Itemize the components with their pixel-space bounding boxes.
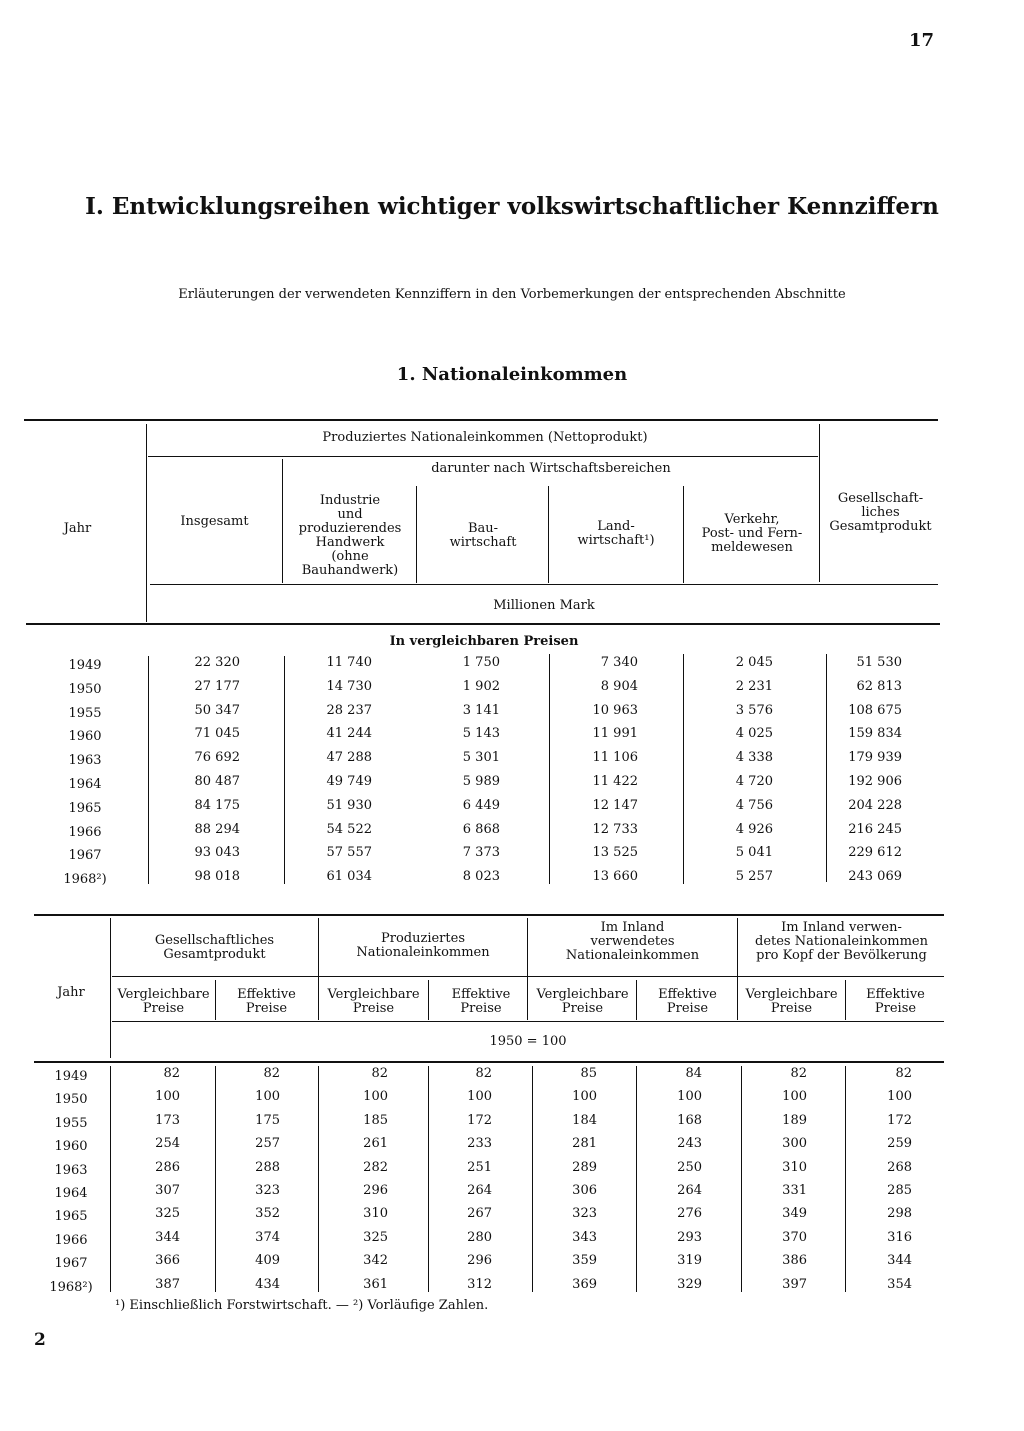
table1-cell: 1 750	[462, 655, 500, 670]
header-line: meldewesen	[711, 540, 793, 555]
table1-cell: 5 041	[735, 845, 773, 861]
table2-sub-rule	[112, 1021, 944, 1022]
table1-cell: 80 487	[194, 774, 240, 789]
header-line: produzierendes	[298, 521, 402, 536]
table2-cell: 100	[363, 1089, 388, 1105]
table2-cell: 276	[677, 1206, 702, 1222]
table2-cell: 173	[155, 1112, 180, 1128]
table2-cell: 306	[572, 1183, 597, 1198]
page-number: 17	[908, 30, 934, 51]
table1-cell: 8 023	[462, 869, 500, 885]
table2-vline	[428, 980, 429, 1020]
table2-cell: 100	[782, 1089, 807, 1105]
table1-cell: 3 141	[462, 702, 500, 718]
table2-cell: 323	[572, 1206, 597, 1222]
table2-vline	[737, 918, 738, 1020]
header-line: Handwerk	[315, 535, 385, 550]
table1-row-year: 1963	[68, 753, 102, 769]
table2-cell: 359	[572, 1253, 597, 1269]
table2-cell: 175	[255, 1112, 280, 1128]
table1-vline	[146, 424, 147, 622]
header-line: (ohne	[331, 549, 369, 564]
header-line: Effektive	[866, 987, 925, 1002]
table2-cell: 361	[363, 1276, 388, 1292]
table1-col-land	[550, 520, 682, 548]
table2-sub-vergleichbar	[112, 988, 215, 1016]
header-line: Preise	[245, 1001, 288, 1016]
table2-top-rule	[34, 914, 944, 916]
table1-cell: 8 904	[600, 678, 638, 694]
table1-cell: 14 730	[326, 678, 372, 694]
table2-sub-effektiv	[638, 988, 737, 1016]
table2-year-header: Jahr	[57, 985, 85, 1000]
table2-cell: 352	[255, 1206, 280, 1222]
table1-cell: 159 834	[848, 726, 902, 742]
table2-cell: 319	[677, 1253, 702, 1269]
table2-cell: 168	[677, 1112, 702, 1128]
table1-year-header: Jahr	[63, 521, 92, 536]
header-line: Preise	[561, 1001, 604, 1016]
table1-cell: 13 660	[592, 869, 638, 885]
table2-row-year: 1968²)	[49, 1279, 93, 1295]
table1-cell: 5 301	[462, 750, 500, 766]
table2-group-produziert	[320, 932, 526, 960]
table2-cell: 323	[255, 1183, 280, 1198]
table1-cell: 51 930	[326, 797, 372, 813]
table2-cell: 82	[790, 1066, 807, 1081]
table1-top-rule	[24, 419, 938, 421]
table1-cell: 49 749	[326, 774, 372, 789]
table2-cell: 100	[677, 1089, 702, 1105]
table1-cell: 5 989	[462, 774, 500, 789]
table2-vline	[215, 980, 216, 1020]
table1-cell: 6 449	[462, 797, 500, 813]
header-line: Im Inland verwen-	[781, 920, 902, 935]
table1-cell: 11 106	[592, 750, 638, 766]
header-line: Industrie	[319, 493, 381, 508]
table2-vline	[636, 980, 637, 1020]
table2-sub-effektiv	[430, 988, 532, 1016]
footnote: ¹) Einschließlich Forstwirtschaft. — ²) Vorläufige Zahlen.	[115, 1298, 489, 1313]
table2-cell: 285	[887, 1183, 912, 1198]
table1-col-industrie	[284, 494, 416, 578]
header-line: Bau-	[467, 521, 499, 536]
table2-row-year: 1949	[54, 1069, 88, 1084]
table2-cell: 100	[467, 1089, 492, 1105]
table2-cell: 268	[887, 1159, 912, 1175]
table2-cell: 325	[363, 1229, 388, 1245]
table2-cell: 344	[155, 1229, 180, 1245]
header-line: Effektive	[658, 987, 717, 1002]
table1-cell: 243 069	[848, 869, 902, 885]
table1-cell: 216 245	[848, 821, 902, 837]
table1-cell: 4 025	[735, 726, 773, 742]
table1-cell: 3 576	[735, 702, 773, 718]
table1-cell: 71 045	[194, 726, 240, 742]
table1-cell: 54 522	[326, 821, 372, 837]
table1-cell: 7 373	[462, 845, 500, 861]
header-line: Nationaleinkommen	[565, 948, 700, 963]
table1-cell: 50 347	[194, 702, 240, 718]
table1-cell: 28 237	[326, 702, 372, 718]
table1-vline	[683, 486, 684, 583]
table2-cell: 82	[163, 1066, 180, 1081]
table1-vline	[416, 486, 417, 583]
chapter-subtitle: Erläuterungen der verwendeten Kennziffern in den Vorbemerkungen der entsprechenden Abschnitte	[178, 287, 846, 302]
table2-cell: 397	[782, 1276, 807, 1292]
table1-cell: 93 043	[194, 845, 240, 861]
table2-cell: 387	[155, 1276, 180, 1292]
table2-cell: 369	[572, 1276, 597, 1292]
header-line: Land-	[597, 519, 635, 534]
table2-cell: 254	[155, 1136, 180, 1152]
header-line: Post- und Fern-	[701, 526, 803, 541]
header-line: wirtschaft¹)	[577, 533, 655, 548]
table1-vline	[548, 486, 549, 583]
table2-cell: 349	[782, 1206, 807, 1222]
header-line: Vergleichbare	[745, 987, 838, 1002]
table1-row-year: 1966	[68, 824, 102, 840]
table2-cell: 257	[255, 1136, 280, 1152]
table2-row-year: 1950	[54, 1092, 88, 1108]
table2-cell: 370	[782, 1229, 807, 1245]
table1-cell: 5 257	[735, 869, 773, 885]
table2-vline	[110, 918, 111, 1058]
table1-cell: 4 720	[735, 774, 773, 789]
table2-cell: 342	[363, 1253, 388, 1269]
header-line: Produziertes	[381, 931, 465, 946]
table2-cell: 316	[887, 1229, 912, 1245]
header-line: Gesamtprodukt	[829, 519, 932, 534]
chapter-title: I. Entwicklungsreihen wichtiger volkswirtschaftlicher Kennziffern	[85, 193, 939, 220]
table2-cell: 307	[155, 1183, 180, 1198]
table2-cell: 261	[363, 1136, 388, 1152]
table2-cell: 282	[363, 1159, 388, 1175]
table2-cell: 344	[887, 1253, 912, 1269]
table2-cell: 264	[677, 1183, 702, 1198]
table2-base: 1950 = 100	[489, 1034, 567, 1049]
table2-cell: 434	[255, 1276, 280, 1292]
header-line: Vergleichbare	[327, 987, 420, 1002]
table1-row-year: 1964	[68, 777, 102, 792]
section-title: 1. Nationaleinkommen	[396, 364, 628, 385]
table1-cell: 47 288	[326, 750, 372, 766]
table1-cell: 229 612	[848, 845, 902, 861]
table2-cell: 286	[155, 1159, 180, 1175]
table2-cell: 185	[363, 1112, 388, 1128]
header-line: verwendetes	[590, 934, 675, 949]
table1-group-rule	[148, 456, 818, 457]
table2-row-year: 1967	[54, 1256, 88, 1272]
table2-cell: 267	[467, 1206, 492, 1222]
table1-cell: 57 557	[326, 845, 372, 861]
table2-cell: 281	[572, 1136, 597, 1152]
table1-cell: 11 991	[592, 726, 638, 742]
header-line: Vergleichbare	[117, 987, 210, 1002]
table2-cell: 310	[363, 1206, 388, 1222]
table1-cell: 13 525	[592, 845, 638, 861]
table1-unit: Millionen Mark	[493, 598, 595, 613]
table2-cell: 233	[467, 1136, 492, 1152]
table1-cell: 4 338	[735, 750, 773, 766]
table2-cell: 100	[155, 1089, 180, 1105]
table1-cell: 88 294	[194, 821, 240, 837]
table2-cell: 84	[685, 1066, 702, 1081]
table2-cell: 189	[782, 1112, 807, 1128]
table2-group-verwendet	[529, 921, 736, 963]
table2-group-rule	[112, 976, 944, 977]
table2-cell: 293	[677, 1229, 702, 1245]
table1-cell: 2 231	[735, 678, 773, 694]
table1-cell: 7 340	[600, 655, 638, 670]
table1-cell: 204 228	[848, 797, 902, 813]
table2-row-year: 1963	[54, 1162, 88, 1178]
header-line: Preise	[142, 1001, 185, 1016]
table2-cell: 82	[371, 1066, 388, 1081]
table1-cell: 11 740	[326, 655, 372, 670]
table2-cell: 172	[887, 1112, 912, 1128]
table2-row-year: 1965	[54, 1209, 88, 1225]
header-line: Gesamtprodukt	[163, 947, 266, 962]
table1-cell: 51 530	[856, 655, 902, 670]
header-line: Effektive	[451, 987, 511, 1002]
table2-cell: 331	[782, 1183, 807, 1198]
table1-cell: 12 147	[592, 797, 638, 813]
table1-cell: 192 906	[848, 774, 902, 789]
table1-cell: 12 733	[592, 821, 638, 837]
table2-cell: 409	[255, 1253, 280, 1269]
table1-col-verkehr	[685, 513, 819, 555]
table1-cell: 6 868	[462, 821, 500, 837]
table1-body-rule	[26, 623, 940, 625]
table2-sub-vergleichbar	[529, 988, 636, 1016]
table2-cell: 296	[467, 1253, 492, 1269]
header-line: Preise	[460, 1001, 502, 1016]
table2-sub-vergleichbar	[320, 988, 427, 1016]
table1-col-insgesamt: Insgesamt	[180, 514, 249, 529]
table2-cell: 310	[782, 1159, 807, 1175]
table1-cell: 4 926	[735, 821, 773, 837]
table1-row-year: 1949	[68, 658, 102, 673]
header-line: und	[337, 507, 363, 522]
header-line: Gesellschaftliches	[154, 933, 275, 948]
table1-col-gesamtprodukt	[821, 492, 940, 534]
table1-cell: 76 692	[194, 750, 240, 766]
table2-cell: 82	[263, 1066, 280, 1081]
table2-cell: 264	[467, 1183, 492, 1198]
table2-cell: 172	[467, 1112, 492, 1128]
table2-group-gesamtprodukt	[112, 934, 317, 962]
header-line: wirtschaft	[449, 535, 517, 550]
table1-cell: 1 902	[462, 678, 500, 694]
signature-mark: 2	[34, 1330, 46, 1350]
header-line: Preise	[666, 1001, 709, 1016]
table1-col-bau	[418, 522, 548, 550]
table1-row-year: 1967	[68, 848, 102, 864]
table2-cell: 366	[155, 1253, 180, 1269]
table1-row-year: 1965	[68, 800, 102, 816]
table1-cell: 108 675	[848, 702, 902, 718]
table1-cell: 27 177	[194, 678, 240, 694]
table1-group-header: Produziertes Nationaleinkommen (Nettoprodukt)	[322, 430, 648, 445]
table2-sub-vergleichbar	[739, 988, 844, 1016]
header-line: Verkehr,	[724, 512, 780, 527]
table2-row-year: 1955	[54, 1115, 88, 1131]
table1-cell: 179 939	[848, 750, 902, 766]
table2-cell: 100	[255, 1089, 280, 1105]
table1-cell: 5 143	[462, 726, 500, 742]
table2-row-year: 1960	[54, 1139, 88, 1155]
table2-cell: 280	[467, 1229, 492, 1245]
table2-cell: 250	[677, 1159, 702, 1175]
table2-cell: 325	[155, 1206, 180, 1222]
header-line: Nationaleinkommen	[356, 945, 490, 960]
header-line: Preise	[352, 1001, 395, 1016]
table2-vline	[845, 980, 846, 1020]
table2-cell: 374	[255, 1229, 280, 1245]
table2-cell: 312	[467, 1276, 492, 1292]
table2-cell: 354	[887, 1276, 912, 1292]
table2-cell: 259	[887, 1136, 912, 1152]
table2-row-year: 1964	[54, 1186, 88, 1201]
table2-cell: 296	[363, 1183, 388, 1198]
table2-cell: 85	[580, 1066, 597, 1081]
table2-cell: 386	[782, 1253, 807, 1269]
table2-sub-effektiv	[217, 988, 316, 1016]
header-line: liches	[861, 505, 900, 520]
table1-vline	[282, 459, 283, 583]
table2-cell: 288	[255, 1159, 280, 1175]
table1-cell: 98 018	[194, 869, 240, 885]
table2-group-pro-kopf	[739, 921, 944, 963]
header-line: Gesellschaft-	[837, 491, 924, 506]
table1-row-year: 1955	[68, 705, 102, 721]
table1-cell: 84 175	[194, 797, 240, 813]
table2-cell: 184	[572, 1112, 597, 1128]
table1-header-rule	[150, 584, 938, 585]
header-line: detes Nationaleinkommen	[755, 934, 928, 949]
table1-cell: 61 034	[326, 869, 372, 885]
table2-cell: 100	[887, 1089, 912, 1105]
table1-cell: 10 963	[592, 702, 638, 718]
table2-cell: 329	[677, 1276, 702, 1292]
table2-cell: 343	[572, 1229, 597, 1245]
header-line: Preise	[770, 1001, 813, 1016]
table2-cell: 100	[572, 1089, 597, 1105]
table2-cell: 82	[895, 1066, 912, 1081]
header-line: Preise	[874, 1001, 917, 1016]
table1-row-year: 1960	[68, 729, 102, 745]
table2-body-rule	[34, 1061, 944, 1063]
header-line: Effektive	[237, 987, 296, 1002]
table1-vline	[819, 424, 820, 582]
header-line: Bauhandwerk)	[301, 563, 399, 578]
table1-cell: 41 244	[326, 726, 372, 742]
table1-row-year: 1968²)	[63, 872, 107, 888]
table1-subgroup-header: darunter nach Wirtschaftsbereichen	[431, 461, 671, 476]
table2-row-year: 1966	[54, 1232, 88, 1248]
header-line: Im Inland	[600, 920, 665, 935]
header-line: Vergleichbare	[536, 987, 629, 1002]
table1-price-basis: In vergleichbaren Preisen	[389, 634, 579, 649]
table2-cell: 289	[572, 1159, 597, 1175]
table2-cell: 251	[467, 1159, 492, 1175]
table2-cell: 300	[782, 1136, 807, 1152]
table2-cell: 298	[887, 1206, 912, 1222]
table1-cell: 4 756	[735, 797, 773, 813]
table2-cell: 243	[677, 1136, 702, 1152]
table1-cell: 11 422	[592, 774, 638, 789]
table2-vline	[318, 918, 319, 1020]
table2-sub-effektiv	[847, 988, 944, 1016]
table1-cell: 2 045	[735, 655, 773, 670]
header-line: pro Kopf der Bevölkerung	[756, 948, 927, 963]
table1-cell: 22 320	[194, 655, 240, 670]
table1-cell: 62 813	[856, 678, 902, 694]
table2-cell: 82	[475, 1066, 492, 1081]
table1-row-year: 1950	[68, 681, 102, 697]
